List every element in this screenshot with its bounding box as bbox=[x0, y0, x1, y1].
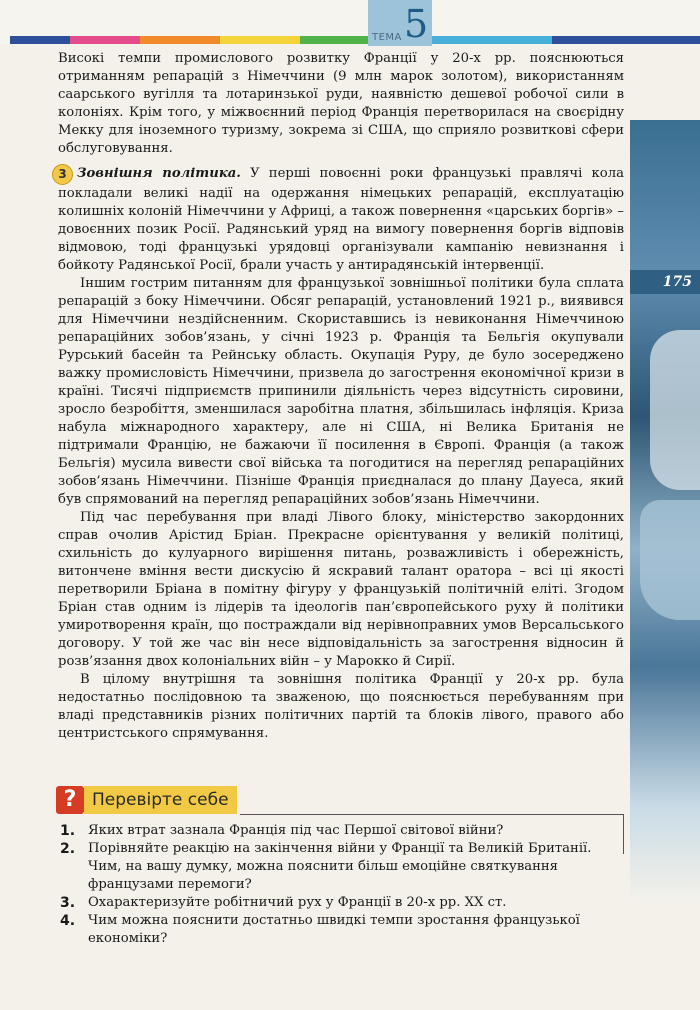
main-text bbox=[58, 50, 624, 743]
check-yourself-title: Перевірте себе bbox=[84, 786, 237, 814]
question-item bbox=[60, 894, 620, 912]
color-stripe-6 bbox=[432, 36, 552, 44]
color-stripe-2 bbox=[70, 36, 140, 44]
question-text: Охарактеризуйте робітничий рух у Франції в 20-х рр. ХХ ст. bbox=[88, 895, 507, 910]
question-item bbox=[60, 912, 620, 948]
question-text: Чим можна пояснити достатньо швидкі темпи зростання французької економіки? bbox=[88, 913, 580, 946]
body-paragraph-3: В цілому внутрішня та зовнішня політика Франції у 20-х рр. була недостатньо послідовною та зваженою, що пояснюється перебуванням при владі представників різних політичних партій та блоків лівого, правого або центристського спрямування. bbox=[58, 672, 624, 741]
section-number-badge: 3 bbox=[52, 164, 73, 185]
check-divider bbox=[240, 814, 624, 815]
color-stripe-7 bbox=[552, 36, 700, 44]
check-divider-vertical bbox=[623, 814, 624, 854]
question-number: 2. bbox=[60, 841, 76, 857]
question-item bbox=[60, 822, 620, 840]
color-stripe-1 bbox=[10, 36, 70, 44]
color-stripe-4 bbox=[220, 36, 300, 44]
page-header bbox=[0, 0, 700, 44]
section-title: Зовнішня політика. bbox=[77, 166, 241, 181]
question-number: 4. bbox=[60, 913, 76, 929]
question-item bbox=[60, 840, 620, 894]
questions-list bbox=[60, 822, 620, 948]
intro-paragraph: Високі темпи промислового розвитку Франції у 20-х рр. пояснюються отриманням репарацій з Німеччини (9 млн марок золотом), використанням саарського вугілля та лотаринзької руди, наявністю дешевої робочої сили в колоніях. Крім того, у міжвоєнний період Франція перетворилася на своєрідну Мекку для іноземного туризму, зокрема зі США, що сприяло розвиткові сфери обслуговування. bbox=[58, 51, 624, 156]
page-number: 175 bbox=[662, 274, 692, 290]
question-mark-icon: ? bbox=[56, 786, 84, 814]
tema-number: 5 bbox=[404, 2, 429, 46]
question-text: Порівняйте реакцію на закінчення війни у Франції та Великій Британії. Чим, на вашу думку, можна пояснити більш емоційне святкування французами перемоги? bbox=[88, 841, 592, 892]
question-number: 3. bbox=[60, 895, 76, 911]
question-text: Яких втрат зазнала Франція під час Першої світової війни? bbox=[88, 823, 504, 838]
section-paragraph bbox=[58, 164, 624, 275]
question-number: 1. bbox=[60, 823, 76, 839]
color-stripe-5 bbox=[300, 36, 368, 44]
side-photo-figure bbox=[650, 330, 700, 490]
side-photo-figure-2 bbox=[640, 500, 700, 620]
section-text: У перші повоєнні роки французькі правлячі кола покладали великі надії на одержання німецьких репарацій, експлуатацію колишніх колоній Німеччини у Африці, а також повернення «царських боргів» – довоєнних позик Росії. Радянський уряд на вимогу повернення боргів відповів відмовою, тоді французькі урядовці організували кампанію невизнання і бойкоту Радянської Росії, брали участь у антирадянській інтервенції. bbox=[58, 166, 624, 273]
body-paragraph-2: Під час перебування при владі Лівого блоку, міністерство закордонних справ очолив Арістид Бріан. Прекрасне орієнтування у великій політиці, схильність до кулуарного вирішення питань, розважливість і обережність, витончене вміння вести дискусію й яскравий талант оратора – всі ці якості перетворили Бріана в помітну фігуру у французькій політичній еліті. Згодом Бріан став одним із лідерів та ідеологів пан’європейського руху й політики умиротворення країн, що постраждали від нерівноправних умов Версальського договору. У той же час він несе відповідальність за загострення відносин й розв’язання двох колоніальних війн – у Марокко й Сирії. bbox=[58, 510, 624, 669]
tema-label: ТЕМА bbox=[372, 32, 402, 43]
body-paragraph-1: Іншим гострим питанням для французької зовнішньої політики була сплата репарацій з боку Німеччини. Обсяг репарацій, установлений 1921 р., виявився для Німеччини нездійсненним. Скориставшись із невиконання Німеччиною репараційних зобов’язань, у січні 1923 р. Франція та Бельгія окупували Рурський басейн та Рейнську область. Окупація Руру, де було зосереджено важку промисловість Німеччини, призвела до загострення економічної кризи в країні. Тисячі підприємств припинили діяльність через відсутність сировини, зросло безробіття, зменшилася заробітна платня, збільшилась інфляція. Криза набула міжнародного характеру, але ні США, ні Велика Британія не підтримали Францію, не бажаючи її посилення в Європі. Франція (а також Бельгія) мусила вивести свої війська та погодитися на перегляд репараційних зобов’язань Німеччини. Пізніше Франція приєдналася до плану Дауеса, який був спрямований на перегляд репараційних зобов’язань Німеччини. bbox=[58, 276, 624, 507]
color-stripe-3 bbox=[140, 36, 220, 44]
